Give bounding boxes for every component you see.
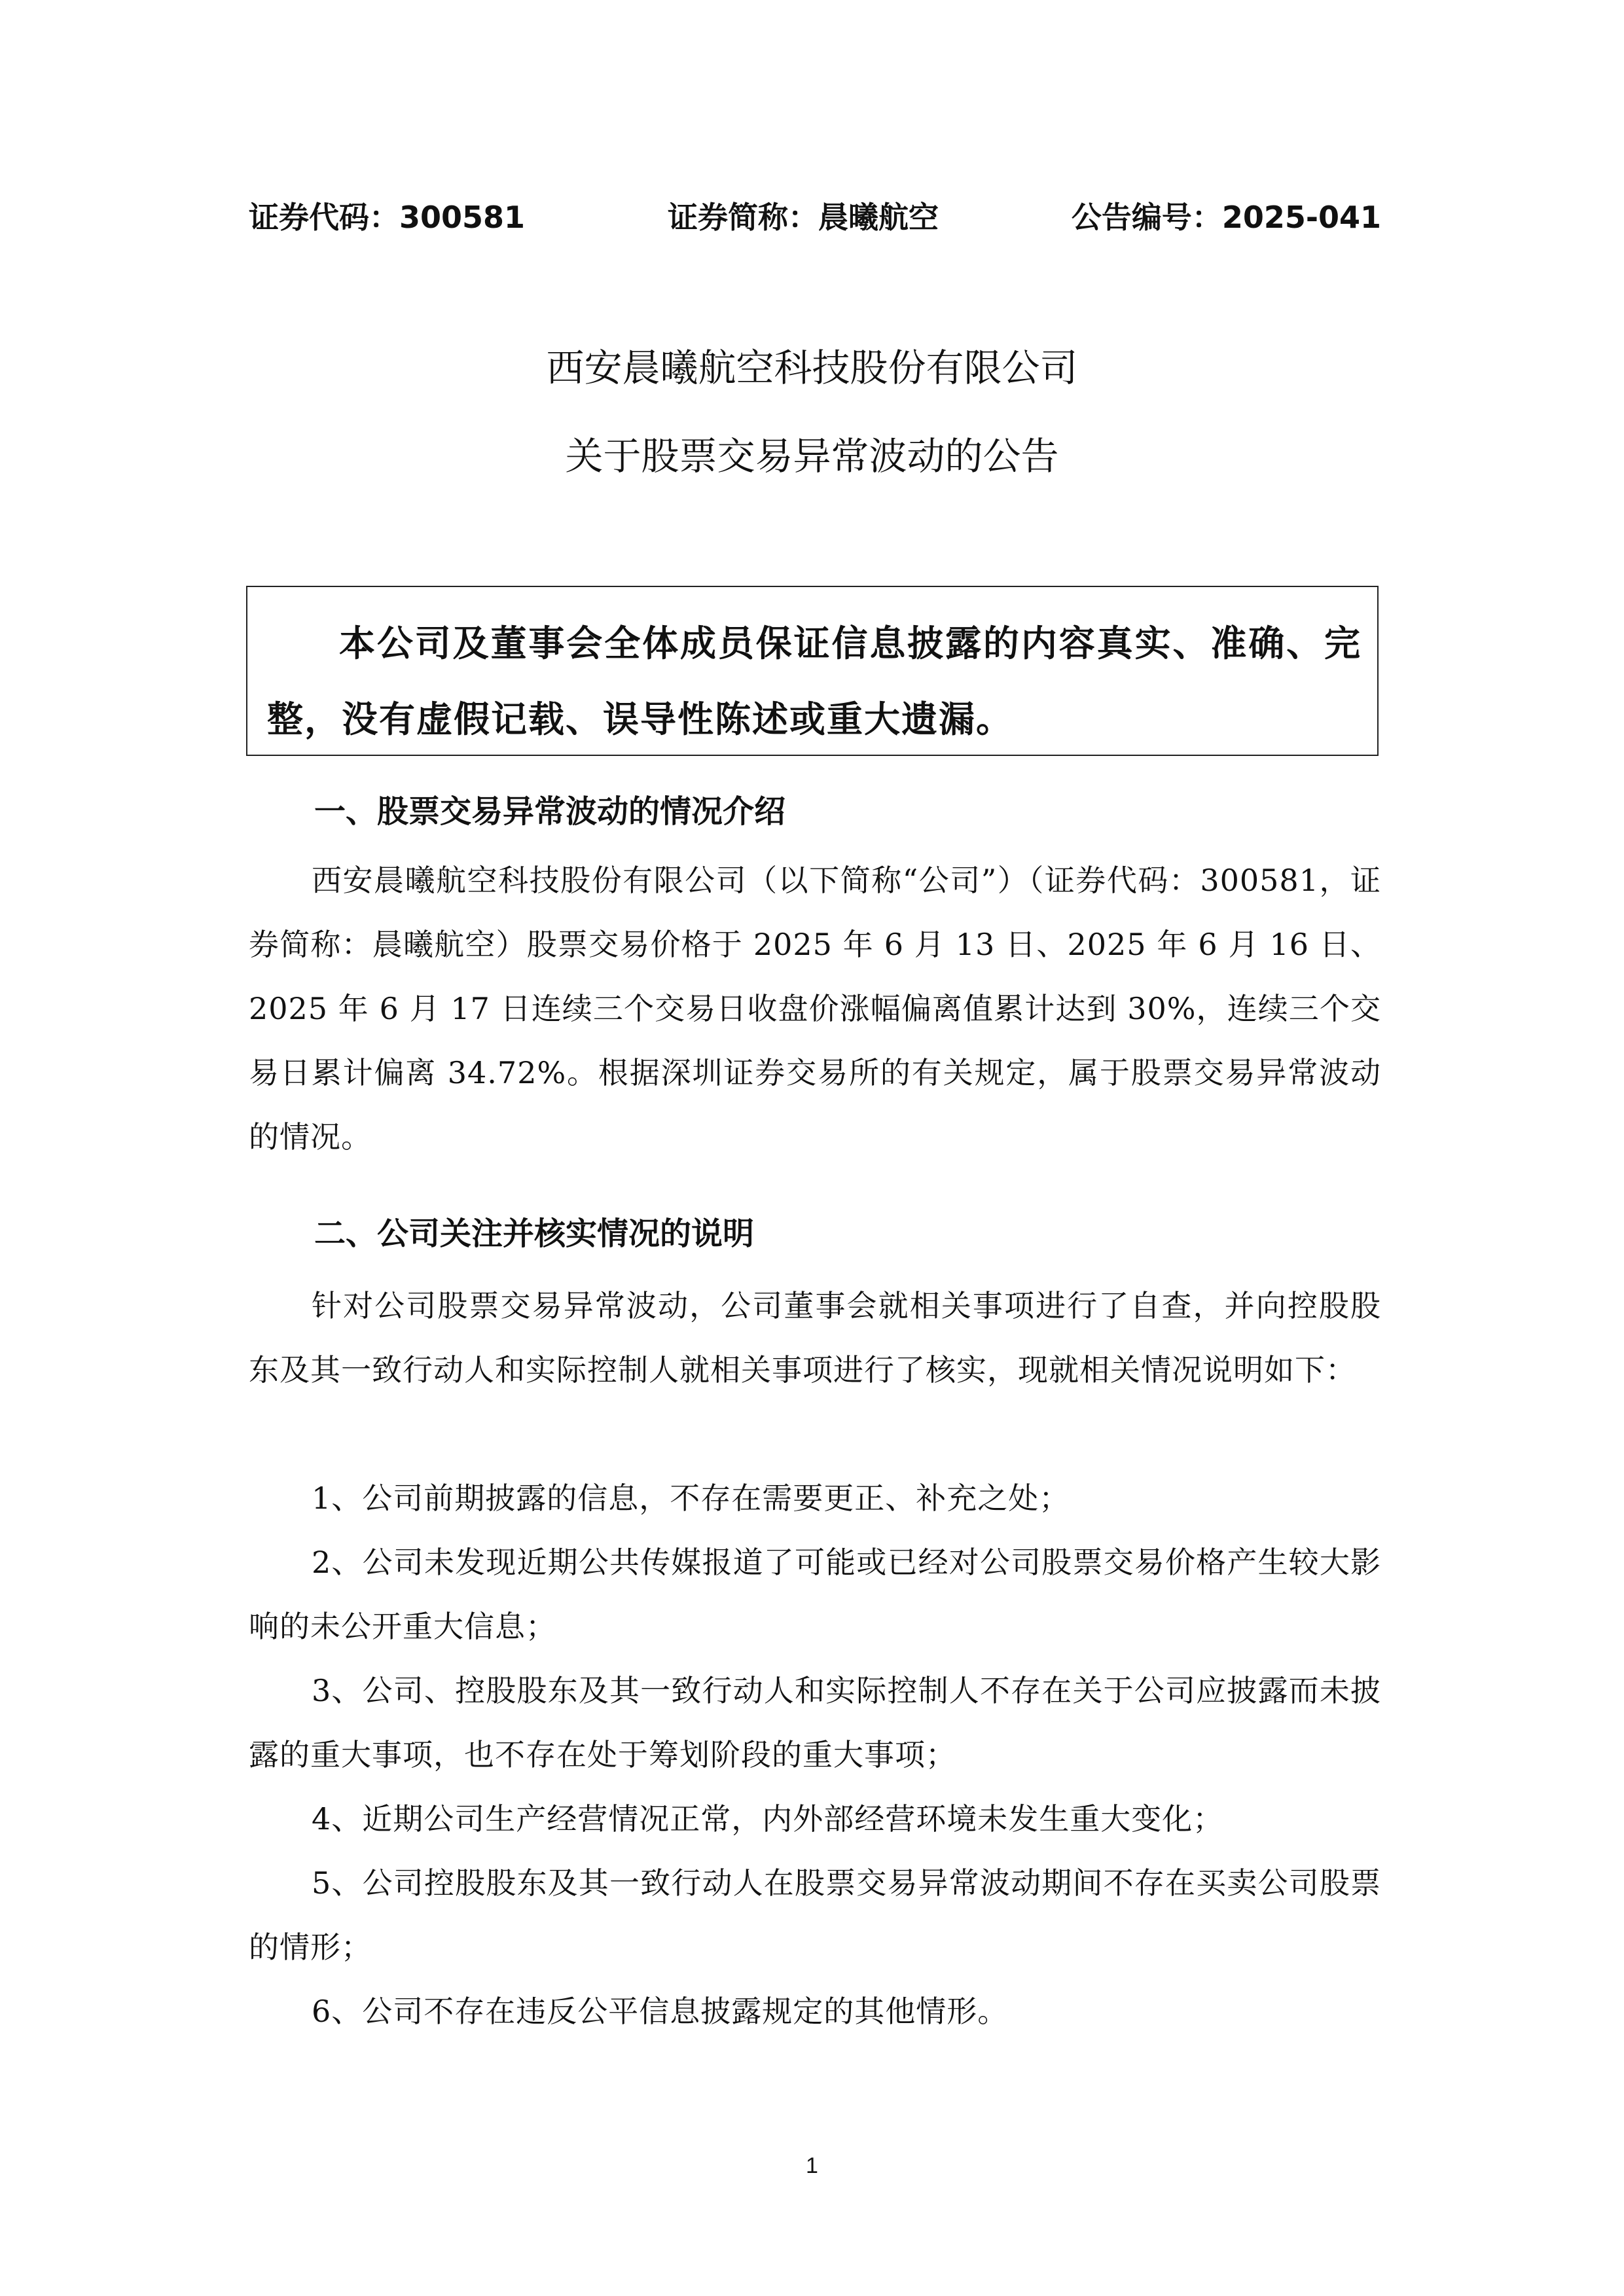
list-item: 6、公司不存在违反公平信息披露规定的其他情形。 xyxy=(312,1994,1009,2029)
disclaimer-text: 本公司及董事会全体成员保证信息披露的内容真实、准确、完整，没有虚假记载、误导性陈述或重大遗漏。 xyxy=(267,622,1362,740)
section-heading-1: 一、股票交易异常波动的情况介绍 xyxy=(314,793,786,830)
stock-code: 证券代码：300581 xyxy=(249,200,526,235)
section-2-body: 针对公司股票交易异常波动，公司董事会就相关事项进行了自查，并向控股股东及其一致行动人和实际控制人就相关事项进行了核实，现就相关情况说明如下： xyxy=(249,1288,1381,1388)
section-heading-2: 二、公司关注并核实情况的说明 xyxy=(314,1215,755,1252)
list-item: 5、公司控股股东及其一致行动人在股票交易异常波动期间不存在买卖公司股票的情形； xyxy=(249,1865,1381,1965)
page-number: 1 xyxy=(806,2153,818,2178)
section-1-body: 西安晨曦航空科技股份有限公司（以下简称“公司”）（证券代码：300581，证券简称：晨曦航空）股票交易价格于 2025 年 6 月 13 日、2025 年 6 月 16 日、2025 年 6 月 17 日连续三个交易日收盘价涨幅偏离值累计达到 30%，连续三个交易日累计偏离 34.72%。根据深圳证券交易所的有关规定，属于股票交易异常波动的情况。 xyxy=(249,863,1381,1155)
company-title: 西安晨曦航空科技股份有限公司 xyxy=(546,346,1078,390)
disclaimer-box xyxy=(246,586,1379,756)
stock-name: 证券简称：晨曦航空 xyxy=(668,200,939,235)
list-item: 2、公司未发现近期公共传媒报道了可能或已经对公司股票交易价格产生较大影响的未公开重大信息； xyxy=(249,1545,1381,1644)
list-item: 1、公司前期披露的信息，不存在需要更正、补充之处； xyxy=(312,1480,1070,1516)
list-item: 3、公司、控股股东及其一致行动人和实际控制人不存在关于公司应披露而未披露的重大事项，也不存在处于筹划阶段的重大事项； xyxy=(249,1673,1381,1772)
list-item: 4、近期公司生产经营情况正常，内外部经营环境未发生重大变化； xyxy=(312,1801,1224,1837)
announcement-title: 关于股票交易异常波动的公告 xyxy=(565,434,1059,478)
document-header xyxy=(249,191,1381,243)
announcement-number: 公告编号：2025-041 xyxy=(1071,200,1381,235)
